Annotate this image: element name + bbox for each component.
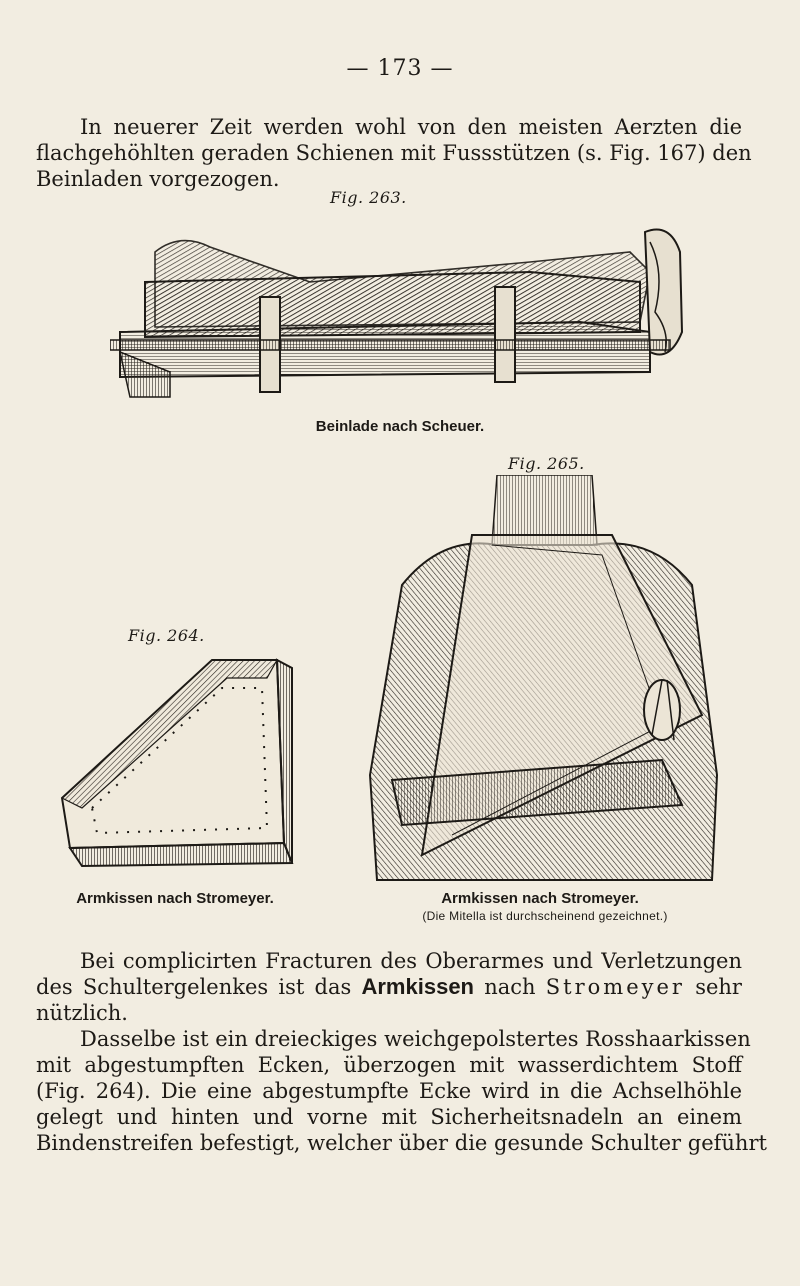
- p2-line-5: Bindenstreifen befestigt, welcher über die gesunde Schulter geführt: [36, 1131, 767, 1155]
- p1-line-2-c: sehr: [695, 975, 742, 999]
- fig-263-label: Fig. 263.: [330, 188, 407, 207]
- p1-line-2-b: nach: [484, 975, 536, 999]
- fig-264-arm-cushion-illustration: [52, 648, 297, 878]
- p1-line-2: [36, 974, 742, 1000]
- fig-265-label: Fig. 265.: [508, 454, 585, 473]
- fig-265-arm-sling-illustration: [362, 475, 727, 885]
- p1-line-1: Bei complicirten Fracturen des Oberarmes und Verletzungen: [80, 949, 742, 973]
- p2-line-1: Dasselbe ist ein dreieckiges weichgepolstertes Rosshaarkissen: [80, 1027, 751, 1051]
- name-stromeyer: Stromeyer: [545, 975, 685, 999]
- intro-line-3: Beinladen vorgezogen.: [36, 167, 280, 191]
- fig-263-leg-splint-illustration: [110, 212, 690, 417]
- fig-264-label: Fig. 264.: [128, 626, 205, 645]
- fig-265-subcaption: (Die Mitella ist durchscheinend gezeichnet.): [422, 909, 668, 923]
- body-text: [36, 948, 767, 1156]
- intro-line-1: In neuerer Zeit werden wohl von den meisten Aerzten die: [80, 115, 742, 139]
- p1-line-3: nützlich.: [36, 1001, 128, 1025]
- p2-line-2: mit abgestumpften Ecken, überzogen mit wasserdichtem Stoff: [36, 1053, 742, 1077]
- fig-264-caption: Armkissen nach Stromeyer.: [76, 890, 274, 907]
- p1-line-2-a: des Schultergelenkes ist das: [36, 975, 352, 999]
- intro-paragraph: [36, 114, 752, 192]
- p2-line-3: (Fig. 264). Die eine abgestumpfte Ecke wird in die Achselhöhle: [36, 1079, 742, 1103]
- page-number: — 173 —: [346, 56, 454, 81]
- intro-line-2: flachgehöhlten geraden Schienen mit Fussstützen (s. Fig. 167) den: [36, 141, 752, 165]
- p2-line-4: gelegt und hinten und vorne mit Sicherheitsnadeln an einem: [36, 1105, 742, 1129]
- fig-265-caption: Armkissen nach Stromeyer.: [441, 890, 639, 907]
- fig-263-caption: Beinlade nach Scheuer.: [315, 418, 485, 435]
- term-armkissen: Armkissen: [361, 974, 474, 999]
